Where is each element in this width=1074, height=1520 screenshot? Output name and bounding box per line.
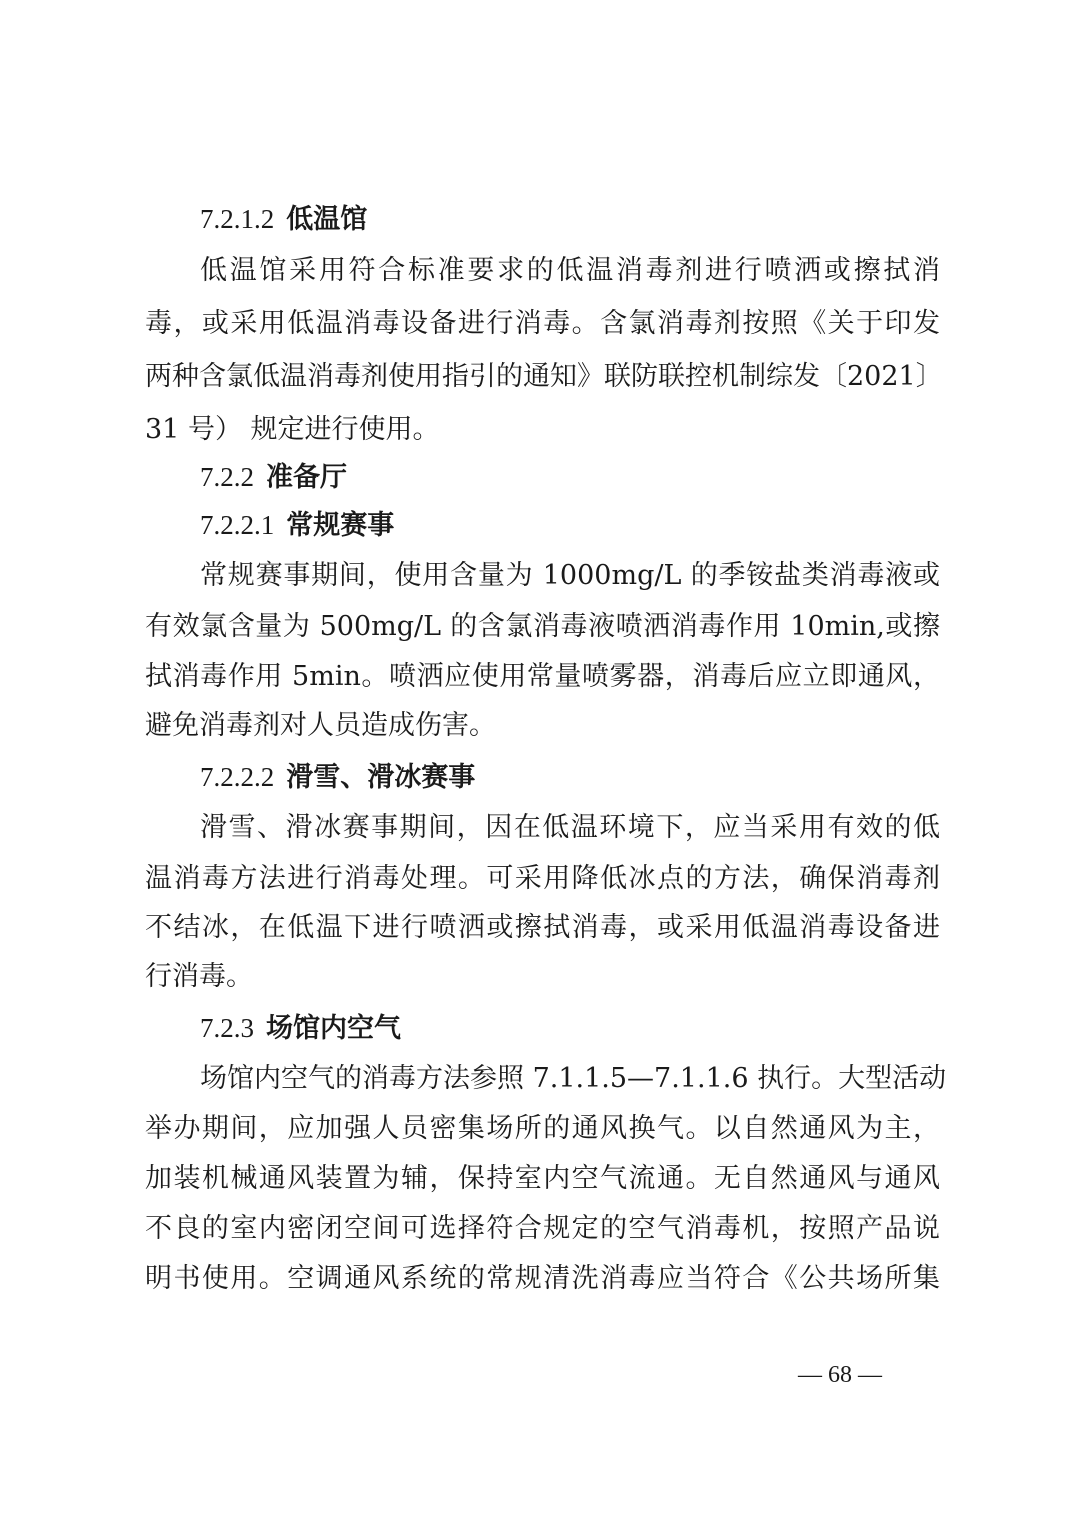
heading-title: 准备厅 [266,462,347,493]
heading-title: 常规赛事 [286,510,395,541]
paragraph-line: 毒，或采用低温消毒设备进行消毒。含氯消毒剂按照《关于印发 [145,308,940,339]
heading-title: 低温馆 [286,204,368,235]
paragraph-line: 场馆内空气的消毒方法参照 7.1.1.5—7.1.1.6 执行。大型活动 [200,1063,947,1094]
paragraph-line: 常规赛事期间，使用含量为 1000mg/L 的季铵盐类消毒液或 [200,560,940,591]
section-heading-7-2-2-2 [200,762,475,793]
paragraph-line: 两种含氯低温消毒剂使用指引的通知》联防联控机制综发〔2021〕 [145,361,943,392]
paragraph-line: 有效氯含量为 500mg/L 的含氯消毒液喷洒消毒作用 10min,或擦 [145,611,940,642]
heading-number: 7.2.2.2 [200,762,275,792]
paragraph-line: 行消毒。 [145,961,253,992]
paragraph-line: 不良的室内密闭空间可选择符合规定的空气消毒机，按照产品说 [145,1213,940,1244]
paragraph-line: 不结冰，在低温下进行喷洒或擦拭消毒，或采用低温消毒设备进 [145,912,940,943]
paragraph-line: 滑雪、滑冰赛事期间，因在低温环境下，应当采用有效的低 [200,812,940,843]
paragraph-line: 低温馆采用符合标准要求的低温消毒剂进行喷洒或擦拭消 [200,255,940,286]
heading-title: 场馆内空气 [266,1013,401,1044]
paragraph-line: 避免消毒剂对人员造成伤害。 [145,710,496,741]
section-heading-7-2-2-1 [200,510,394,541]
paragraph-line: 加装机械通风装置为辅，保持室内空气流通。无自然通风与通风 [145,1163,940,1194]
paragraph-line: 31 号） 规定进行使用。 [145,414,440,445]
section-heading-7-2-1-2 [200,204,367,235]
section-heading-7-2-2 [200,462,347,493]
page-number: — 68 — [798,1362,882,1388]
heading-number: 7.2.3 [200,1013,254,1043]
heading-number: 7.2.2 [200,462,254,492]
paragraph-line: 拭消毒作用 5min。喷洒应使用常量喷雾器，消毒后应立即通风， [145,661,940,692]
heading-number: 7.2.1.2 [200,204,275,234]
paragraph-line: 温消毒方法进行消毒处理。可采用降低冰点的方法，确保消毒剂 [145,863,940,894]
heading-title: 滑雪、滑冰赛事 [286,762,476,793]
section-heading-7-2-3 [200,1013,401,1044]
heading-number: 7.2.2.1 [200,510,275,540]
paragraph-line: 举办期间，应加强人员密集场所的通风换气。以自然通风为主， [145,1113,940,1144]
paragraph-line: 明书使用。空调通风系统的常规清洗消毒应当符合《公共场所集 [145,1263,940,1294]
